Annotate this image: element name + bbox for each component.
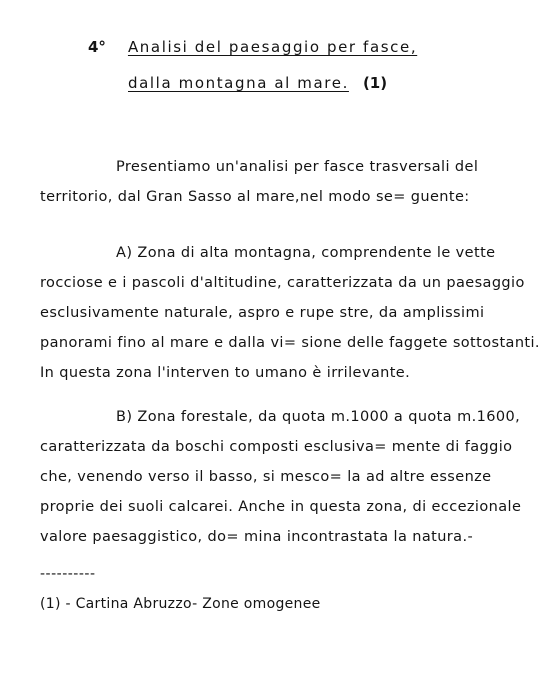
intro-paragraph: Presentiamo un'analisi per fasce trasversali del territorio, dal Gran Sasso al mare,nel modo se= guente: [40, 159, 479, 205]
paragraph-zone-a: A) Zona di alta montagna, comprendente le vette rocciose e i pascoli d'altitudine, caratterizzata da un paesaggio esclusivamente naturale, aspro e rupe stre, da amplissimi panorami fino al mare e dalla vi= sione delle faggete sottostanti. In questa zona l'interven to umano è irrilevante. [40, 245, 540, 381]
section-heading-line-1 [88, 38, 417, 56]
footnote-text: (1) - Cartina Abruzzo- Zone omogenee [40, 596, 321, 612]
footnote-reference: (1) [362, 74, 388, 92]
section-number: 4° [88, 38, 106, 56]
paragraph-zone-b: B) Zona forestale, da quota m.1000 a quota m.1600, caratterizzata da boschi composti esclusiva= mente di faggio che, venendo verso il basso, si mesco= la ad altre essenze proprie dei suoli calcarei. Anche in questa zona, di eccezionale valore paesaggistico, do= mina incontrastata la natura.- [40, 409, 522, 545]
section-heading-line-2 [128, 74, 387, 92]
footnote-separator: ---------- [40, 566, 96, 582]
section-title-part-1: Analisi del paesaggio per fasce, [127, 38, 418, 56]
section-title-part-2: dalla montagna al mare. [128, 74, 349, 92]
